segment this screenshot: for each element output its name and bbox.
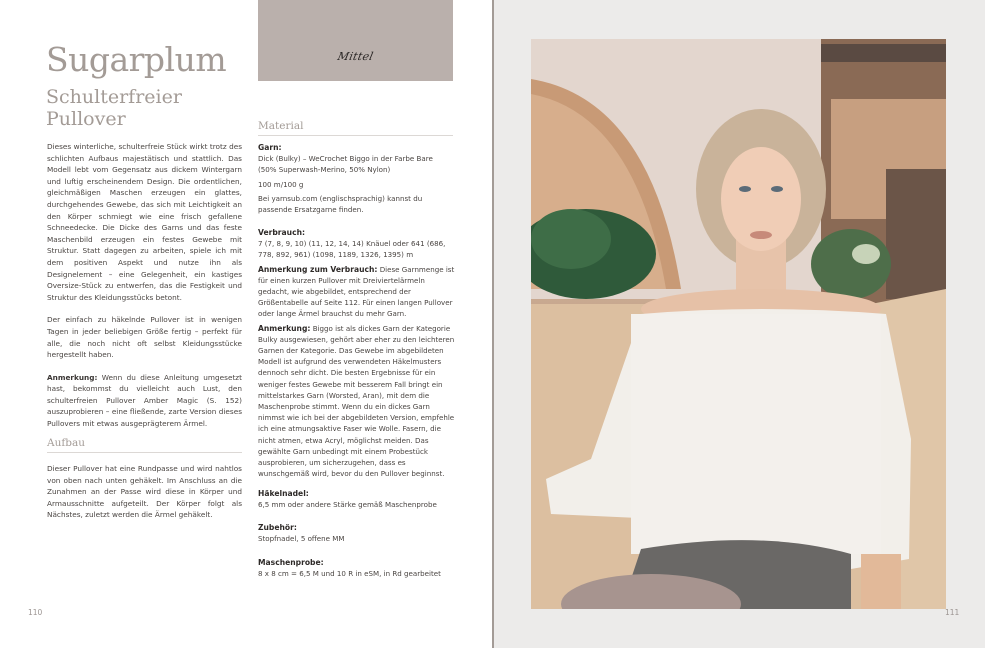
note-paragraph	[47, 372, 242, 430]
pattern-subtitle	[46, 86, 182, 130]
intro-paragraph: Dieses winterliche, schulterfreie Stück wirkt trotz des schlichten Aufbaus majestätisch und stattlich. Das Modell lebt vom Gegensatz aus dickem Wintergarn und luftig erscheinendem Design. Die ordentlichen, gleichmäßigen Maschen erzeugen ein glattes, durchgehendes Gewebe, das sich mit Leichtigkeit an den Körper schmiegt wie eine frisch gefallene Schneedecke. Die Dicke des Garns und das feste Maschenbild erzeugen ein festes Gewebe mit Struktur. Statt dagegen zu arbeiten, spiele ich mit dem positiven Aspekt und nutze ihn als Designelement – eine Gelegenheit, ein kastiges Oversize-Stück zu entwerfen, das die Festigkeit und Struktur des Kleidungsstücks betont.	[47, 142, 242, 302]
photo-illustration	[531, 39, 946, 609]
verbrauch-note-text: Diese Garnmenge ist für einen kurzen Pullover mit Dreiviertelärmeln gedacht, wie abgebildet, entsprechend der Größentabelle auf Seite 112. Für einen langen Pullover oder lange Ärmel brauchst du mehr Garn.	[258, 264, 455, 319]
garn-substitute: Bei yarnsub.com (englischsprachig) kannst du passende Ersatzgarne finden.	[258, 193, 423, 215]
note-label: Anmerkung:	[47, 372, 98, 382]
garn-line-2: (50% Superwash-Merino, 50% Nylon)	[258, 165, 391, 175]
page-gutter	[492, 0, 494, 648]
garn-note-text: Biggo ist als dickes Garn der Kategorie Bulky ausgewiesen, gehört aber eher zu den leichteren Garnen der Kategorie. Das Gewebe im abgebildeten Modell ist aufgrund des verwendeten Häkelmusters dennoch sehr dicht. Die besten Ergebnisse für ein weniger festes Gewebe mit besserem Fall bringt ein mittelstarkes Garn (Worsted, Aran), mit dem die Maschenprobe stimmt. Wenn du ein dickes Garn nimmst wie ich bei der abgebildeten Version, empfehle ich eine atmungsaktive Faser wie Wolle. Fasern, die nicht atmen, etwa Acryl, möglichst meiden. Das gewählte Garn unbedingt mit einem Probestück ausprobieren, um sicherzugehen, dass es wunschgemäß wird, bevor du den Pullover beginnst.	[258, 323, 455, 479]
garn-section	[258, 142, 458, 215]
difficulty-badge	[258, 0, 453, 81]
pattern-title: Sugarplum	[46, 40, 227, 79]
zubehoer-label: Zubehör:	[258, 523, 297, 532]
garn-label: Garn:	[258, 143, 282, 152]
material-heading: Material	[258, 120, 453, 136]
aufbau-section	[47, 463, 242, 532]
zubehoer-text: Stopfnadel, 5 offene MM	[258, 534, 345, 544]
garn-weight: 100 m/100 g	[258, 179, 304, 189]
maschenprobe-section	[258, 557, 458, 579]
zubehoer-section	[258, 522, 458, 544]
difficulty-label: Mittel	[336, 50, 375, 63]
model-photo	[531, 39, 946, 609]
garn-line-1: Dick (Bulky) – WeCrochet Biggo in der Farbe Bare	[258, 154, 433, 164]
maschenprobe-text: 8 x 8 cm = 6,5 M und 10 R in eSM, in Rd gearbeitet	[258, 569, 441, 579]
intro-text	[47, 141, 242, 441]
garn-note	[258, 323, 458, 480]
verbrauch-note	[258, 264, 458, 320]
nadel-text: 6,5 mm oder andere Stärke gemäß Maschenprobe	[258, 500, 437, 510]
verbrauch-text: 7 (7, 8, 9, 10) (11, 12, 14, 14) Knäuel oder 641 (686, 778, 892, 961) (1098, 1189, 1326, 1395) m	[258, 239, 446, 260]
second-paragraph: Der einfach zu häkelnde Pullover ist in wenigen Tagen in jeder beliebigen Größe fertig – perfekt für alle, die noch nicht oft selbst Kleidungsstücke hergestellt haben.	[47, 315, 242, 360]
page-number-right: 111	[945, 608, 960, 617]
subtitle-line-2: Pullover	[46, 108, 126, 130]
maschenprobe-label: Maschenprobe:	[258, 558, 324, 567]
aufbau-text: Dieser Pullover hat eine Rundpasse und wird nahtlos von oben nach unten gehäkelt. Im Anschluss an die Zunahmen an der Passe wird diese in Körper und Armausschnitte aufgeteilt. Der Körper folgt als Nächstes, zuletzt werden die Ärmel gehäkelt.	[47, 464, 242, 520]
subtitle-line-1: Schulterfreier	[46, 86, 182, 108]
garn-note-label: Anmerkung:	[258, 323, 311, 333]
verbrauch-label: Verbrauch:	[258, 228, 306, 237]
verbrauch-section	[258, 227, 458, 479]
verbrauch-note-label: Anmerkung zum Verbrauch:	[258, 264, 378, 274]
nadel-label: Häkelnadel:	[258, 489, 309, 498]
nadel-section	[258, 488, 458, 510]
aufbau-heading: Aufbau	[47, 437, 242, 453]
note-text: Wenn du diese Anleitung umgesetzt hast, bekommst du vielleicht auch Lust, den schulterfreien Pullover Amber Magic (S. 152) auszuprobieren – eine fließende, zarte Version dieses Pullovers mit etwas ausgeprägterem Ärmel.	[47, 372, 242, 429]
page-number-left: 110	[28, 608, 43, 617]
